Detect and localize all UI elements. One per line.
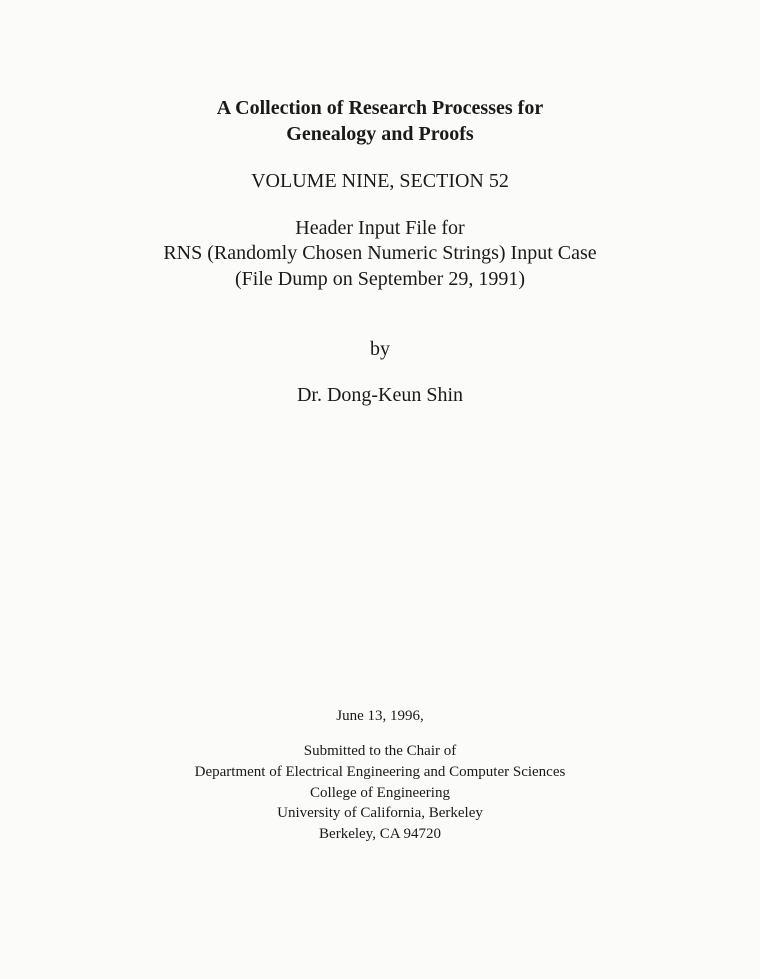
submission-line-3: College of Engineering bbox=[310, 785, 450, 801]
subject-line-3: (File Dump on September 29, 1991) bbox=[235, 268, 525, 290]
title-line-2: Genealogy and Proofs bbox=[286, 123, 474, 145]
title-line-1: A Collection of Research Processes for bbox=[216, 97, 544, 119]
subject-line-1: Header Input File for bbox=[295, 217, 465, 239]
date: June 13, 1996, bbox=[336, 708, 424, 724]
by-label: by bbox=[370, 338, 390, 360]
subject-line-2: RNS (Randomly Chosen Numeric Strings) Input Case bbox=[163, 242, 597, 264]
author-name: Dr. Dong-Keun Shin bbox=[296, 384, 464, 406]
submission-line-5: Berkeley, CA 94720 bbox=[319, 826, 441, 842]
volume-heading: VOLUME NINE, SECTION 52 bbox=[251, 170, 509, 192]
submission-line-1: Submitted to the Chair of bbox=[303, 743, 457, 759]
submission-line-2: Department of Electrical Engineering and Computer Sciences bbox=[194, 764, 566, 780]
submission-line-4: University of California, Berkeley bbox=[277, 805, 483, 821]
